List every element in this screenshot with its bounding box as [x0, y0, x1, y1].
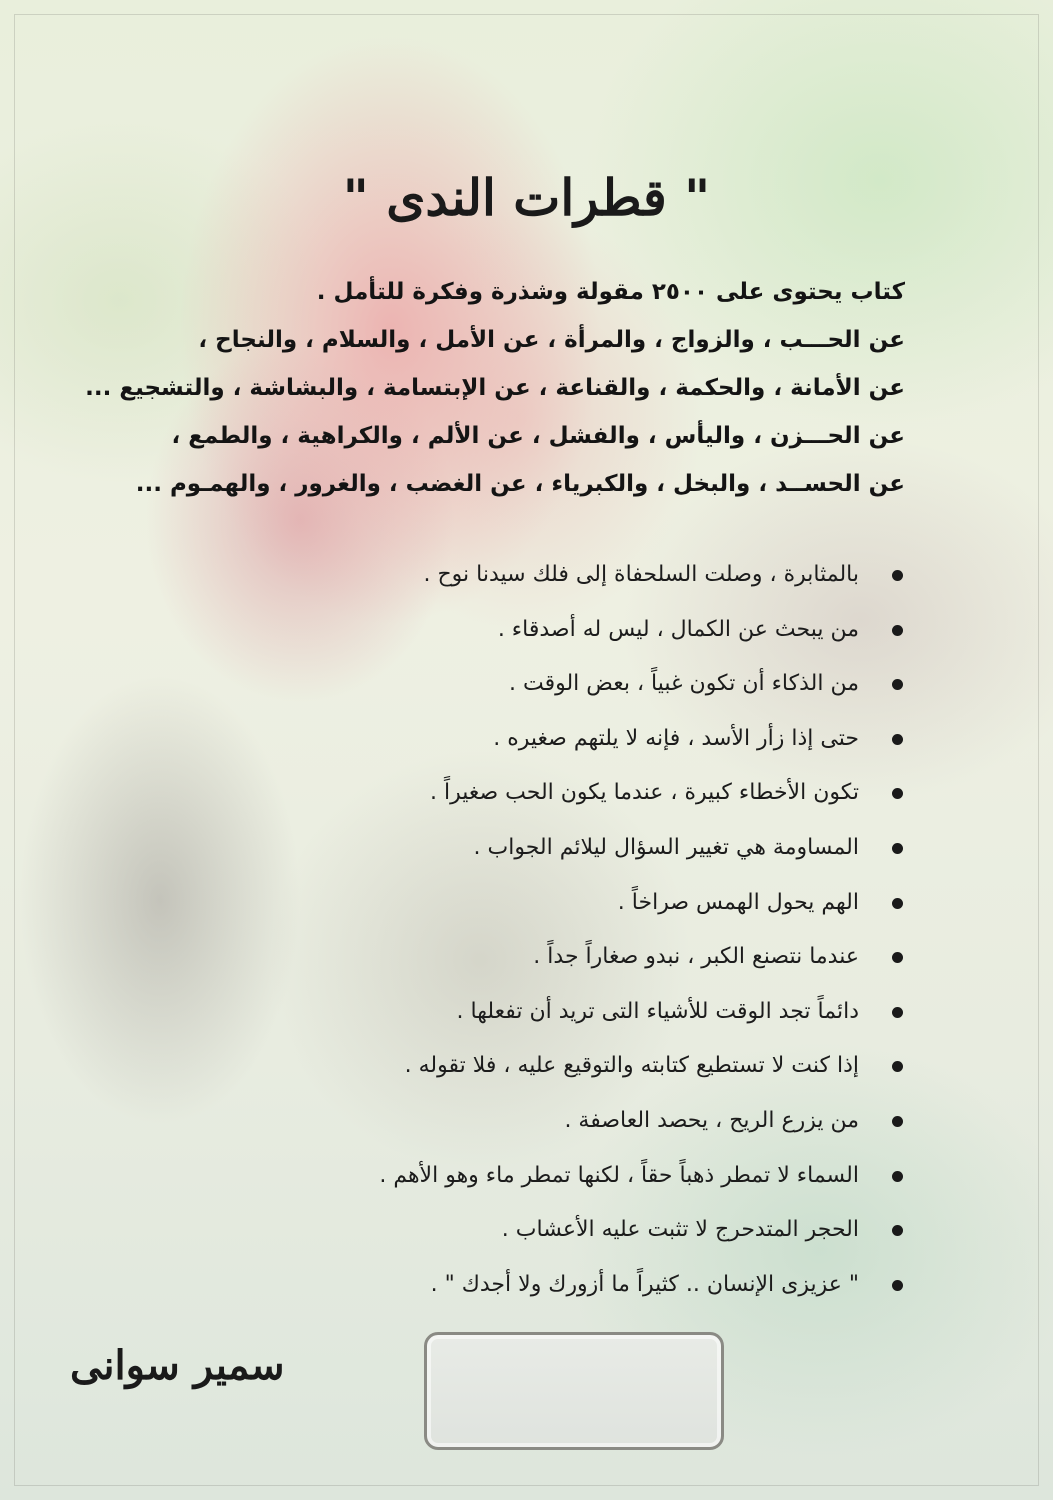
- bullet-icon: [892, 1225, 903, 1236]
- quote-text: إذا كنت لا تستطيع كتابته والتوقيع عليه ، فلا تقوله .: [404, 1053, 859, 1079]
- description-line: عن الحـــب ، والزواج ، والمرأة ، عن الأمل ، والسلام ، والنجاح ،: [198, 327, 905, 353]
- quote-text: عندما نتصنع الكبر ، نبدو صغاراً جداً .: [533, 944, 859, 970]
- quote-text: بالمثابرة ، وصلت السلحفاة إلى فلك سيدنا نوح .: [423, 562, 859, 587]
- bullet-icon: [892, 570, 903, 581]
- bullet-icon: [892, 1171, 903, 1182]
- bullet-icon: [892, 898, 903, 909]
- bullet-icon: [892, 734, 903, 745]
- quote-item: [205, 930, 905, 985]
- quote-text: دائماً تجد الوقت للأشياء التى تريد أن تفعلها .: [456, 998, 859, 1024]
- quote-item: [205, 1258, 905, 1313]
- bullet-icon: [892, 843, 903, 854]
- book-title: " قطرات الندى ": [342, 168, 711, 227]
- quote-item: [205, 603, 905, 658]
- bullet-icon: [892, 1007, 903, 1018]
- bullet-icon: [892, 1061, 903, 1072]
- description-line: عن الحســد ، والبخل ، والكبرياء ، عن الغضب ، والغرور ، والهمـوم ...: [135, 471, 905, 497]
- quote-item: [205, 821, 905, 876]
- quote-item: [205, 712, 905, 767]
- quote-text: حتى إذا زأر الأسد ، فإنه لا يلتهم صغيره .: [493, 725, 859, 751]
- bullet-icon: [892, 1280, 903, 1291]
- bullet-icon: [892, 625, 903, 636]
- quote-item: [205, 657, 905, 712]
- bullet-icon: [892, 788, 903, 799]
- description-line: عن الحـــزن ، واليأس ، والفشل ، عن الألم ، والكراهية ، والطمع ،: [171, 423, 905, 449]
- book-description: [85, 268, 905, 508]
- quote-text: المساومة هي تغيير السؤال ليلائم الجواب .: [473, 834, 859, 860]
- quote-text: من يبحث عن الكمال ، ليس له أصدقاء .: [497, 616, 859, 642]
- quote-item: [205, 548, 905, 603]
- quote-text: السماء لا تمطر ذهباً حقاً ، لكنها تمطر ماء وهو الأهم .: [379, 1162, 859, 1188]
- quote-item: [205, 766, 905, 821]
- quotes-list: [205, 548, 905, 1312]
- quote-item: [205, 1094, 905, 1149]
- bullet-icon: [892, 1116, 903, 1127]
- quote-text: تكون الأخطاء كبيرة ، عندما يكون الحب صغيراً .: [430, 780, 859, 806]
- quote-item: [205, 876, 905, 931]
- quote-item: [205, 985, 905, 1040]
- author-name: سمير سوانى: [70, 1342, 285, 1389]
- bullet-icon: [892, 952, 903, 963]
- price-sticker: [424, 1332, 724, 1450]
- quote-text: " عزيزى الإنسان .. كثيراً ما أزورك ولا أجدك " .: [430, 1271, 859, 1297]
- quote-text: الهم يحول الهمس صراخاً .: [617, 889, 859, 915]
- quote-text: من يزرع الريح ، يحصد العاصفة .: [564, 1107, 859, 1133]
- quote-item: [205, 1149, 905, 1204]
- bullet-icon: [892, 679, 903, 690]
- description-line: عن الأمانة ، والحكمة ، والقناعة ، عن الإبتسامة ، والبشاشة ، والتشجيع ...: [85, 375, 905, 401]
- quote-item: [205, 1203, 905, 1258]
- quote-item: [205, 1039, 905, 1094]
- quote-text: الحجر المتدحرج لا تثبت عليه الأعشاب .: [501, 1217, 859, 1243]
- description-line: كتاب يحتوى على ٢٥٠٠ مقولة وشذرة وفكرة للتأمل .: [316, 279, 905, 305]
- quote-text: من الذكاء أن تكون غبياً ، بعض الوقت .: [509, 671, 859, 697]
